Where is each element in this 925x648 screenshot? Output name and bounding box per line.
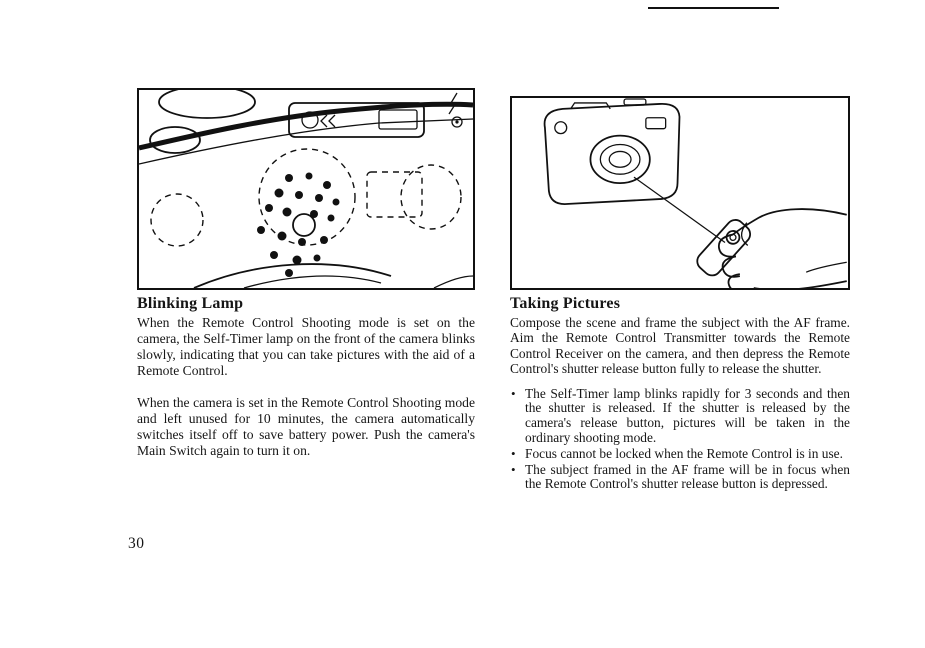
- lens-inner: [609, 151, 631, 167]
- chevron-icons: [321, 115, 335, 127]
- blinking-lamp-figure: [137, 88, 475, 290]
- dashed-window: [367, 172, 422, 217]
- taking-pictures-intro: Compose the scene and frame the subject with the AF frame. Aim the Remote Control Transmitter towards the Remote Control Receiver on the camera, and then depress the Remote Control's shutter release button fully to release the shutter.: [510, 315, 850, 377]
- signal-line: [634, 177, 725, 242]
- remote-shutter-button: [724, 228, 742, 246]
- left-dashed-circle: [151, 194, 203, 246]
- page-number: 30: [128, 535, 145, 552]
- section-heading-blinking-lamp: Blinking Lamp: [137, 295, 244, 312]
- bullet-focus-lock: • Focus cannot be locked when the Remote Control is in use.: [510, 447, 850, 462]
- taking-pictures-figure: [510, 96, 850, 290]
- self-timer-lamp: [293, 214, 315, 236]
- header-rule: [648, 7, 779, 9]
- left-column: [137, 88, 475, 459]
- flash-icon: [449, 93, 457, 114]
- taking-pictures-bullets: [510, 387, 850, 493]
- camera-front-illustration: [139, 90, 473, 288]
- bullet-self-timer: • The Self-Timer lamp blinks rapidly for 3 seconds and then the shutter is released. If the shutter is released by the camera's release button, pictures will be taken in the ordinary shooting mode.: [510, 387, 850, 446]
- lens-outer: [590, 136, 649, 183]
- bullet-af-frame: • The subject framed in the AF frame will be in focus when the Remote Control's shutter release button is depressed.: [510, 463, 850, 493]
- lens-middle: [600, 145, 640, 175]
- camera-illustration: [545, 99, 680, 204]
- remote-receiver-window: [555, 122, 567, 134]
- right-dashed-ellipse: [401, 165, 461, 229]
- blinking-lamp-paragraph-1: When the Remote Control Shooting mode is set on the camera, the Self-Timer lamp on the front of the camera blinks slowly, indicating that you can take pictures with the aid of a Remote Control.: [137, 315, 475, 378]
- right-column: [510, 96, 850, 493]
- remote-shooting-illustration: [512, 98, 848, 288]
- lamp-area-dashed-circle: [259, 149, 355, 245]
- camera-top-edge: [139, 104, 473, 148]
- camera-top-hump: [159, 90, 255, 118]
- lamp-dots: [257, 173, 340, 278]
- blinking-lamp-paragraph-2: When the camera is set in the Remote Control Shooting mode and left unused for 10 minutes, the camera automatically switches itself off to save battery power. Push the camera's Main Switch again to turn it on.: [137, 395, 475, 458]
- section-heading-taking-pictures: Taking Pictures: [510, 295, 621, 312]
